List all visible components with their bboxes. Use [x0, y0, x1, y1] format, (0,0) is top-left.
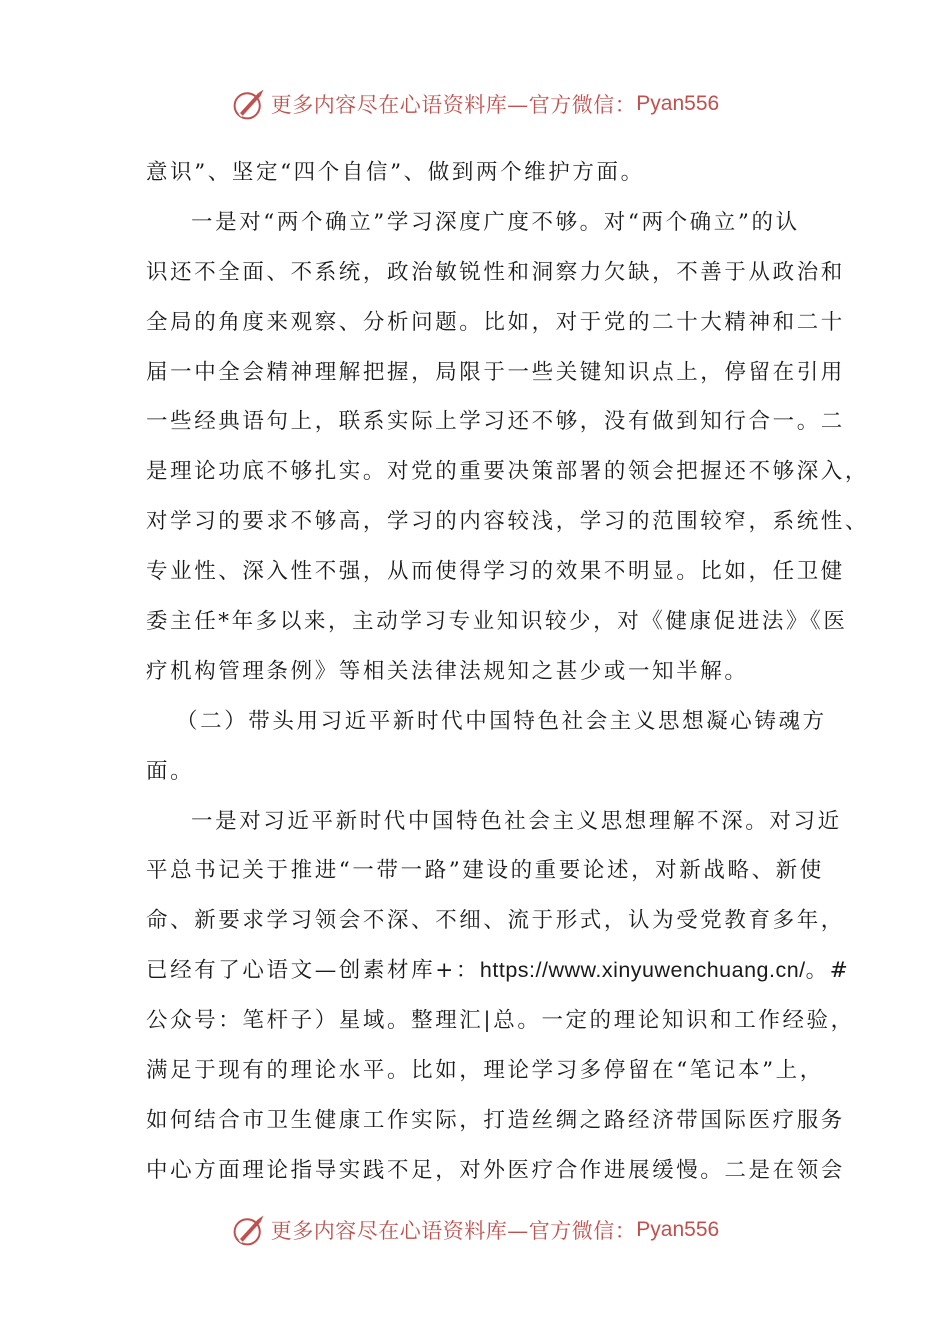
watermark-banner-top — [0, 82, 950, 126]
text-line: 是理论功底不够扎实。对党的重要决策部署的领会把握还不够深入， — [146, 459, 870, 485]
text-line: 一些经典语句上，联系实际上学习还不够，没有做到知行合一。二 — [146, 409, 845, 435]
watermark-text: 更多内容尽在心语资料库—官方微信： — [270, 93, 637, 117]
text-line: 意识”、坚定“四个自信”、做到两个维护方面。 — [146, 160, 645, 185]
text-line: 满足于现有的理论水平。比如，理论学习多停留在“笔记本”上， — [146, 1058, 824, 1084]
text-line: 一是对习近平新时代中国特色社会主义思想理解不深。对习近 — [191, 808, 842, 834]
text-line: 面。 — [146, 758, 195, 784]
quill-pen-logo-icon — [231, 1212, 267, 1248]
watermark-banner-bottom — [0, 1208, 950, 1252]
text-line: 委主任*年多以来，主动学习专业知识较少，对《健康促进法》《医 — [146, 609, 848, 635]
text-line: 专业性、深入性不强，从而使得学习的效果不明显。比如，任卫健 — [146, 559, 845, 585]
quill-pen-logo-icon — [231, 86, 267, 122]
text-line: 识还不全面、不系统，政治敏锐性和洞察力欠缺，不善于从政治和 — [146, 259, 845, 285]
text-line: 公众号：笔杆子）星域。整理汇|总。一定的理论知识和工作经验， — [146, 1008, 855, 1034]
text-line: 全局的角度来观察、分析问题。比如，对于党的二十大精神和二十 — [146, 309, 845, 335]
text-line: 对学习的要求不够高，学习的内容较浅，学习的范围较窄，系统性、 — [146, 509, 870, 535]
text-line: 疗机构管理条例》等相关法律法规知之甚少或一知半解。 — [146, 658, 749, 684]
section-heading: （二）带头用习近平新时代中国特色社会主义思想凝心铸魂方 — [176, 708, 827, 734]
text-line: 如何结合市卫生健康工作实际，打造丝绸之路经济带国际医疗服务 — [146, 1107, 845, 1133]
watermark-code: Pyan556 — [636, 1218, 720, 1241]
inline-url: https://www.xinyuwenchuang.cn/ — [479, 958, 806, 983]
text-line: 已经有了心语文—创素材库+：https://www.xinyuwenchuang.cn/。# — [146, 958, 851, 984]
text-line: 一是对“两个确立”学习深度广度不够。对“两个确立”的认 — [191, 209, 800, 235]
watermark-text: 更多内容尽在心语资料库—官方微信： — [270, 1219, 637, 1243]
text-line: 平总书记关于推进“一带一路”建设的重要论述，对新战略、新使 — [146, 858, 824, 884]
text-line: 届一中全会精神理解把握，局限于一些关键知识点上，停留在引用 — [146, 359, 845, 385]
text-line: 命、新要求学习领会不深、不细、流于形式，认为受党教育多年， — [146, 908, 845, 934]
watermark-code: Pyan556 — [636, 92, 720, 115]
document-body — [146, 148, 870, 1196]
text-line: 中心方面理论指导实践不足，对外医疗合作进展缓慢。二是在领会 — [146, 1157, 845, 1183]
